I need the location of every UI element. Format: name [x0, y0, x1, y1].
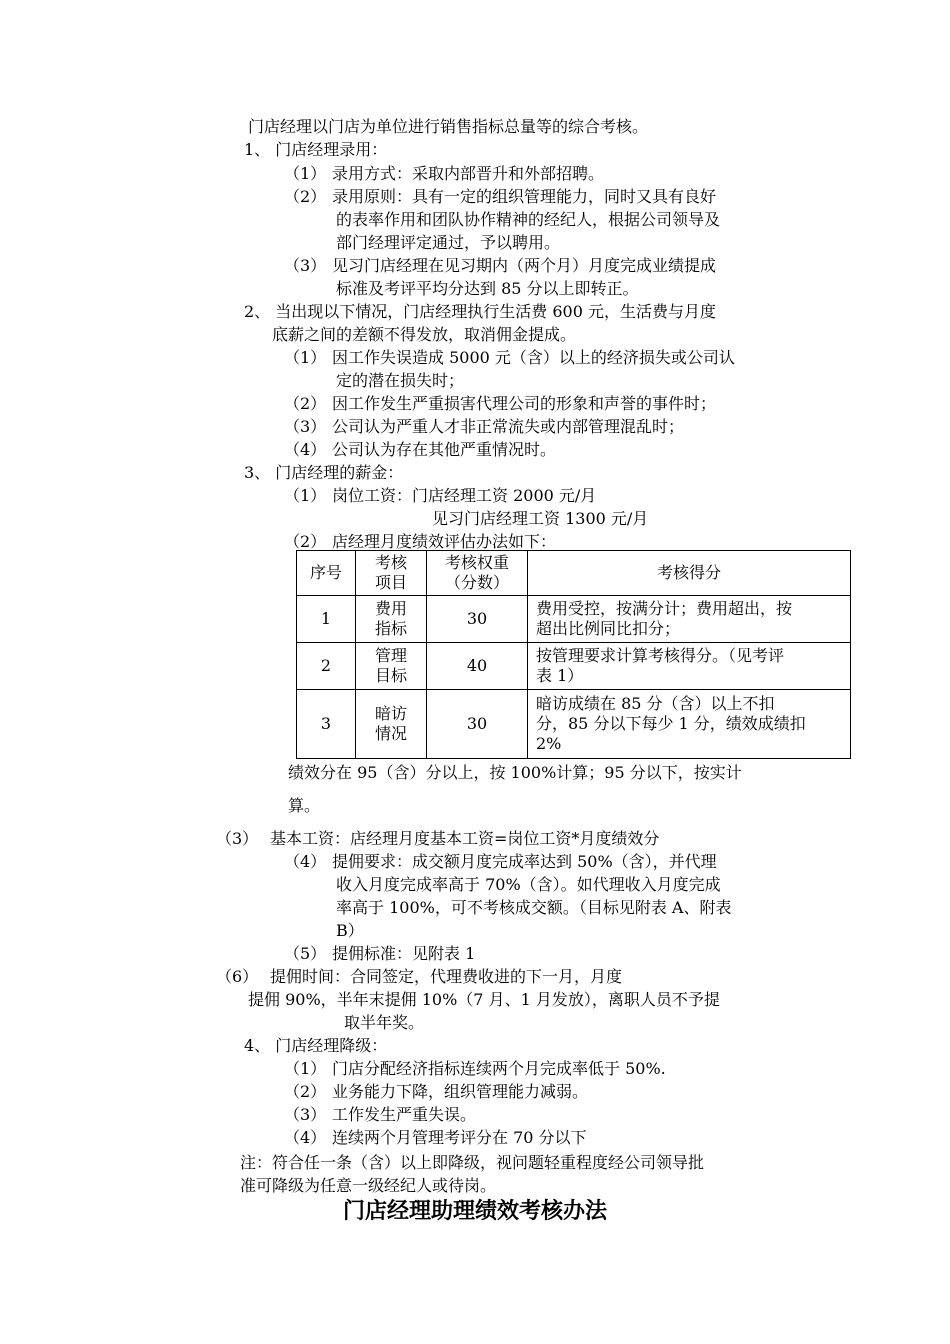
item-text: 录用方式：采取内部晋升和外部招聘。	[332, 164, 605, 183]
cell-item: 管理 目标	[356, 643, 427, 690]
section-3-heading: 3、 门店经理的薪金：	[244, 463, 404, 482]
item-text: 连续两个月管理考评分在 70 分以下	[332, 1128, 587, 1147]
item-number: （3）	[284, 256, 327, 275]
table-row	[297, 596, 851, 643]
note-paragraph: 注：符合任一条（含）以上即降级，视问题轻重程度经公司领导批	[240, 1153, 705, 1172]
cell-weight: 40	[427, 643, 528, 690]
section-2-text-continued: 底薪之间的差额不得发放，取消佣金提成。	[272, 325, 577, 344]
item-number: （2）	[284, 187, 327, 206]
header-cell-weight: 考核权重 （分数）	[427, 551, 528, 596]
cell-index: 2	[297, 643, 356, 690]
item-number: （1）	[284, 348, 327, 367]
item-number: （1）	[284, 164, 327, 183]
item-number: （4）	[284, 440, 327, 459]
item-number: （5）	[284, 944, 327, 963]
list-item	[284, 485, 596, 507]
list-item	[284, 943, 475, 965]
cell-score: 费用受控，按满分计；费用超出，按 超出比例同比扣分；	[528, 596, 851, 643]
table-note-continued: 算。	[288, 796, 321, 815]
header-cell-index: 序号	[297, 551, 356, 596]
item-number: （2）	[284, 1082, 327, 1101]
note-paragraph-continued: 准可降级为任意一级经纪人或待岗。	[240, 1176, 497, 1195]
item-text-continued: 定的潜在损失时；	[336, 371, 465, 390]
item-text-continued: 提佣 90%，半年末提佣 10%（7 月、1 月发放），离职人员不予提	[248, 990, 720, 1009]
item-number: （1）	[284, 486, 327, 505]
item-text-continued: 率高于 100%，可不考核成交额。（目标见附表 A、附表	[336, 898, 732, 917]
item-text-continued: 取半年奖。	[344, 1013, 425, 1032]
list-item	[284, 1104, 476, 1126]
item-text: 公司认为存在其他严重情况时。	[332, 440, 557, 459]
table-note: 绩效分在 95（含）分以上，按 100%计算；95 分以下，按实计	[288, 763, 742, 782]
list-item	[284, 1081, 588, 1103]
item-text: 公司认为严重人才非正常流失或内部管理混乱时；	[332, 417, 685, 436]
item-text: 因工作失误造成 5000 元（含）以上的经济损失或公司认	[332, 348, 735, 367]
section-2-heading: 2、 当出现以下情况，门店经理执行生活费 600 元，生活费与月度	[244, 302, 716, 321]
list-item	[216, 966, 622, 988]
item-text: 店经理月度绩效评估办法如下：	[332, 532, 557, 551]
item-number: （3）	[284, 417, 327, 436]
header-cell-item: 考核 项目	[356, 551, 427, 596]
section-1-heading: 1、 门店经理录用：	[244, 140, 388, 159]
item-text: 见习门店经理在见习期内（两个月）月度完成业绩提成	[332, 256, 717, 275]
cell-index: 3	[297, 690, 356, 759]
item-text-continued: 的表率作用和团队协作精神的经纪人，根据公司领导及	[336, 210, 721, 229]
list-item	[284, 393, 716, 415]
item-text-continued: 收入月度完成率高于 70%（含）。如代理收入月度完成	[336, 875, 721, 894]
cell-score: 暗访成绩在 85 分（含）以上不扣 分，85 分以下每少 1 分，绩效成绩扣 2%	[528, 690, 851, 759]
list-item	[284, 255, 716, 277]
list-item	[284, 163, 604, 185]
cell-item: 暗访 情况	[356, 690, 427, 759]
item-number: （2）	[284, 532, 327, 551]
cell-weight: 30	[427, 596, 528, 643]
intro-paragraph: 门店经理以门店为单位进行销售指标总量等的综合考核。	[248, 117, 649, 136]
item-number: （6）	[216, 967, 259, 986]
cell-weight: 30	[427, 690, 528, 759]
list-item	[284, 347, 735, 369]
item-text: 提佣要求：成交额月度完成率达到 50%（含），并代理	[332, 852, 717, 871]
table-header-row	[297, 551, 851, 596]
item-text-continued: 部门经理评定通过，予以聘用。	[336, 233, 561, 252]
item-text: 业务能力下降，组织管理能力减弱。	[332, 1082, 589, 1101]
item-text-continued: 标准及考评平均分达到 85 分以上即转正。	[336, 279, 639, 298]
section-4-heading: 4、 门店经理降级：	[244, 1036, 388, 1055]
list-item	[284, 416, 684, 438]
item-text: 基本工资：店经理月度基本工资=岗位工资*月度绩效分	[270, 829, 660, 848]
table-row	[297, 690, 851, 759]
item-text: 工作发生严重失误。	[332, 1105, 477, 1124]
item-number: （1）	[284, 1059, 327, 1078]
item-text-continued: B）	[336, 921, 364, 940]
item-number: （3）	[284, 1105, 327, 1124]
cell-score: 按管理要求计算考核得分。（见考评 表 1）	[528, 643, 851, 690]
header-cell-score: 考核得分	[528, 551, 851, 596]
performance-table	[296, 550, 851, 759]
list-item	[284, 1058, 666, 1080]
item-number: （4）	[284, 852, 327, 871]
item-text: 岗位工资：门店经理工资 2000 元/月	[332, 486, 597, 505]
list-item	[284, 186, 716, 208]
section-title: 门店经理助理绩效考核办法	[342, 1198, 607, 1224]
item-number: （2）	[284, 394, 327, 413]
item-text: 录用原则：具有一定的组织管理能力，同时又具有良好	[332, 187, 717, 206]
table-row	[297, 643, 851, 690]
item-text: 因工作发生严重损害代理公司的形象和声誉的事件时；	[332, 394, 717, 413]
cell-item: 费用 指标	[356, 596, 427, 643]
list-item	[284, 439, 556, 461]
item-text: 门店分配经济指标连续两个月完成率低于 50%.	[332, 1059, 666, 1078]
item-number: （3）	[216, 829, 259, 848]
item-text-continued: 见习门店经理工资 1300 元/月	[432, 509, 649, 528]
list-item	[284, 1127, 587, 1149]
item-text: 提佣标准：见附表 1	[332, 944, 476, 963]
list-item	[284, 851, 717, 873]
list-item	[216, 828, 659, 850]
cell-index: 1	[297, 596, 356, 643]
item-text: 提佣时间：合同签定，代理费收进的下一月，月度	[270, 967, 623, 986]
item-number: （4）	[284, 1128, 327, 1147]
